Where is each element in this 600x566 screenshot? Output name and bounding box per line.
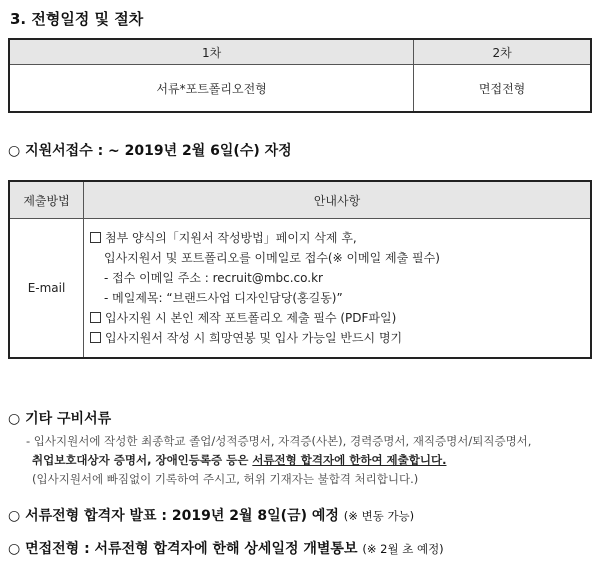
other-docs-bold-text: 취업보호대상자 증명서, 장애인등록증 등은 — [32, 453, 253, 467]
other-docs-line-1: - 입사지원서에 작성한 최종학교 졸업/성적증명서, 자격증(사본), 경력증명서, 재직증명서/퇴직증명서, — [26, 434, 532, 448]
guide-line-3: - 접수 이메일 주소 : recruit@mbc.co.kr — [104, 271, 323, 285]
other-docs-title — [8, 408, 111, 428]
method-cell: E-mail — [9, 219, 84, 359]
guide-line-1: 첨부 양식의「지원서 작성방법」페이지 삭제 후, — [105, 231, 357, 245]
other-docs-label: 기타 구비서류 — [25, 411, 112, 427]
other-docs-line-2 — [32, 452, 446, 468]
section-heading: 3. 전형일정 및 절차 — [10, 10, 144, 28]
guide-table — [8, 180, 592, 359]
checkbox-icon — [90, 332, 101, 343]
circle-bullet-icon: ○ — [8, 143, 21, 159]
doc-result-title: 서류전형 합격자 발표 : 2019년 2월 8일(금) 예정 — [25, 508, 339, 524]
interview-title: 면접전형 : 서류전형 합격자에 한해 상세일정 개별통보 — [25, 541, 358, 557]
stage-table — [8, 38, 592, 113]
guide-cell — [84, 219, 592, 359]
guide-line-6: 입사지원서 작성 시 희망연봉 및 입사 가능일 반드시 명기 — [105, 331, 403, 345]
stage-header-1: 1차 — [9, 39, 414, 65]
other-docs-underline-text: 서류전형 합격자에 한하여 제출합니다. — [252, 453, 447, 467]
checkbox-icon — [90, 232, 101, 243]
interview-info — [8, 538, 444, 558]
application-title: 지원서접수 : ~ 2019년 2월 6일(수) 자정 — [25, 143, 292, 159]
application-deadline — [8, 140, 292, 160]
guide-line-2: 입사지원서 및 포트폴리오를 이메일로 접수(※ 이메일 제출 필수) — [104, 251, 440, 265]
interview-note: (※ 2월 초 예정) — [362, 542, 444, 556]
guide-header: 안내사항 — [84, 181, 592, 219]
doc-result — [8, 505, 414, 525]
doc-result-note: (※ 변동 가능) — [343, 509, 415, 523]
circle-bullet-icon: ○ — [8, 541, 21, 557]
stage-cell-1: 서류*포트폴리오전형 — [9, 65, 414, 113]
circle-bullet-icon: ○ — [8, 411, 21, 427]
stage-header-2: 2차 — [414, 39, 591, 65]
guide-line-4: - 메일제목: “브랜드사업 디자인담당(홍길동)” — [104, 291, 343, 305]
method-header: 제출방법 — [9, 181, 84, 219]
checkbox-icon — [90, 312, 101, 323]
other-docs-line-3: (입사지원서에 빠짐없이 기록하여 주시고, 허위 기재자는 불합격 처리합니다.) — [32, 472, 419, 486]
circle-bullet-icon: ○ — [8, 508, 21, 524]
guide-line-5: 입사지원 시 본인 제작 포트폴리오 제출 필수 (PDF파일) — [105, 311, 397, 325]
stage-cell-2: 면접전형 — [414, 65, 591, 113]
